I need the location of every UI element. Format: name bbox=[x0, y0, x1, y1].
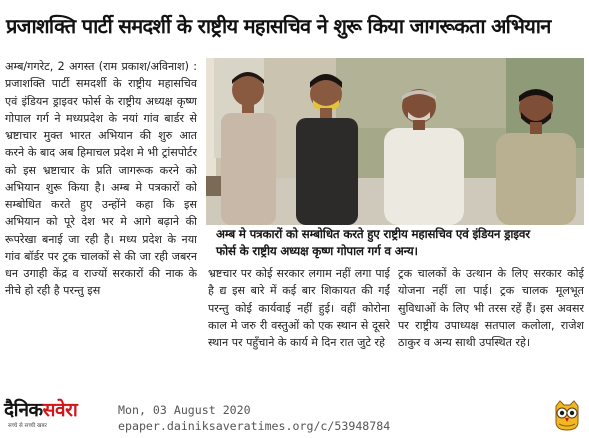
article-body-left-text: अम्ब/गगरेट, 2 अगस्त (राम प्रकाश/अविनाश) : प्रजाशक्ति पार्टी समदर्शी के राष्ट्रीय महासचिव एवं इंडियन ड्राइवर फोर्स के राष्ट्रीय अध्यक्ष कृष्ण गोपाल गर्ग ने मध्यप्रदेश के नयां गांव बार्डर से भ्रष्टाचार मुक्त भारत अभियान की शुरु आत करने के बाद अब हिमाचल प्रदेश मे भी ट्रांसपोर्टर को इस भ्रष्टाचार के प्रति जागरूक करने को अभियान शुरू किया है। अम्ब मे पत्रकारों को सम्बोधित करते हुए उन्होंने कहा कि इस अभियान को पूरे देश भर मे आगे बढ़ाने की रूपरेखा बनाई जा रही है। मध्य प्रदेश के नया गांव बॉर्डर पर ट्रक चालकों से की जा रही जबरन धन उगाही केंद्र व राज्यों सरकारों की नाक के नीचे हो रही है परन्तु इस bbox=[5, 60, 197, 298]
logo-dainik-text: दैनिक bbox=[4, 399, 43, 421]
dainik-savera-logo[interactable] bbox=[4, 399, 100, 435]
logo-tagline: सच्चे से सच्ची खबर bbox=[8, 423, 47, 429]
article-photo bbox=[206, 58, 584, 225]
article-body-middle-text: भ्रष्टचार पर कोई सरकार लगाम नहीं लगा पाई है द्य इस बारे में कई बार शिकायत की गईं परन्तु कोई कार्यवाई नहीं हुई। वहीं कोरोना काल मे जरु री वस्तुओं को एक स्थान से दूसरे स्थान पर पहुँचाने के कार्य मे दिन रात जुटे रहे bbox=[208, 267, 390, 349]
article-body-middle-column bbox=[208, 265, 390, 393]
epaper-footer bbox=[0, 396, 589, 438]
article-body-left-column bbox=[5, 58, 197, 391]
logo-wordmark bbox=[4, 399, 77, 421]
logo-savera-text: सवेरा bbox=[42, 399, 78, 421]
photo-caption-line-2: फोर्स के राष्ट्रीय अध्यक्ष कृष्ण गोपाल गर्ग व अन्य। bbox=[216, 244, 418, 258]
edition-date: Mon, 03 August 2020 bbox=[118, 403, 251, 417]
article-body-right-column bbox=[398, 265, 584, 393]
photo-caption-line-1: अम्ब मे पत्रकारों को सम्बोधित करते हुए राष्ट्रीय महासचिव एवं इंडियन ड्राइवर bbox=[216, 227, 530, 241]
photo-caption bbox=[206, 226, 584, 262]
epaper-url-link[interactable]: epaper.dainiksaveratimes.org/c/53948784 bbox=[118, 419, 391, 433]
article-headline: प्रजाशक्ति पार्टी समदर्शी के राष्ट्रीय महासचिव ने शुरू किया जागरूकता अभियान bbox=[6, 14, 551, 38]
article-body-right-text: ट्रक चालकों के उत्थान के लिए सरकार कोई योजना नहीं ला पाई। ट्रक चालक मूलभूत सुविधाओं के लिए भी तरस रहें हैं। इस अवसर पर राष्ट्रीय उपाध्यक्ष सतपाल कलोला, राजेश ठाकुर व अन्य साथी उपस्थित रहे। bbox=[398, 267, 584, 349]
owl-mascot-icon bbox=[550, 398, 584, 432]
